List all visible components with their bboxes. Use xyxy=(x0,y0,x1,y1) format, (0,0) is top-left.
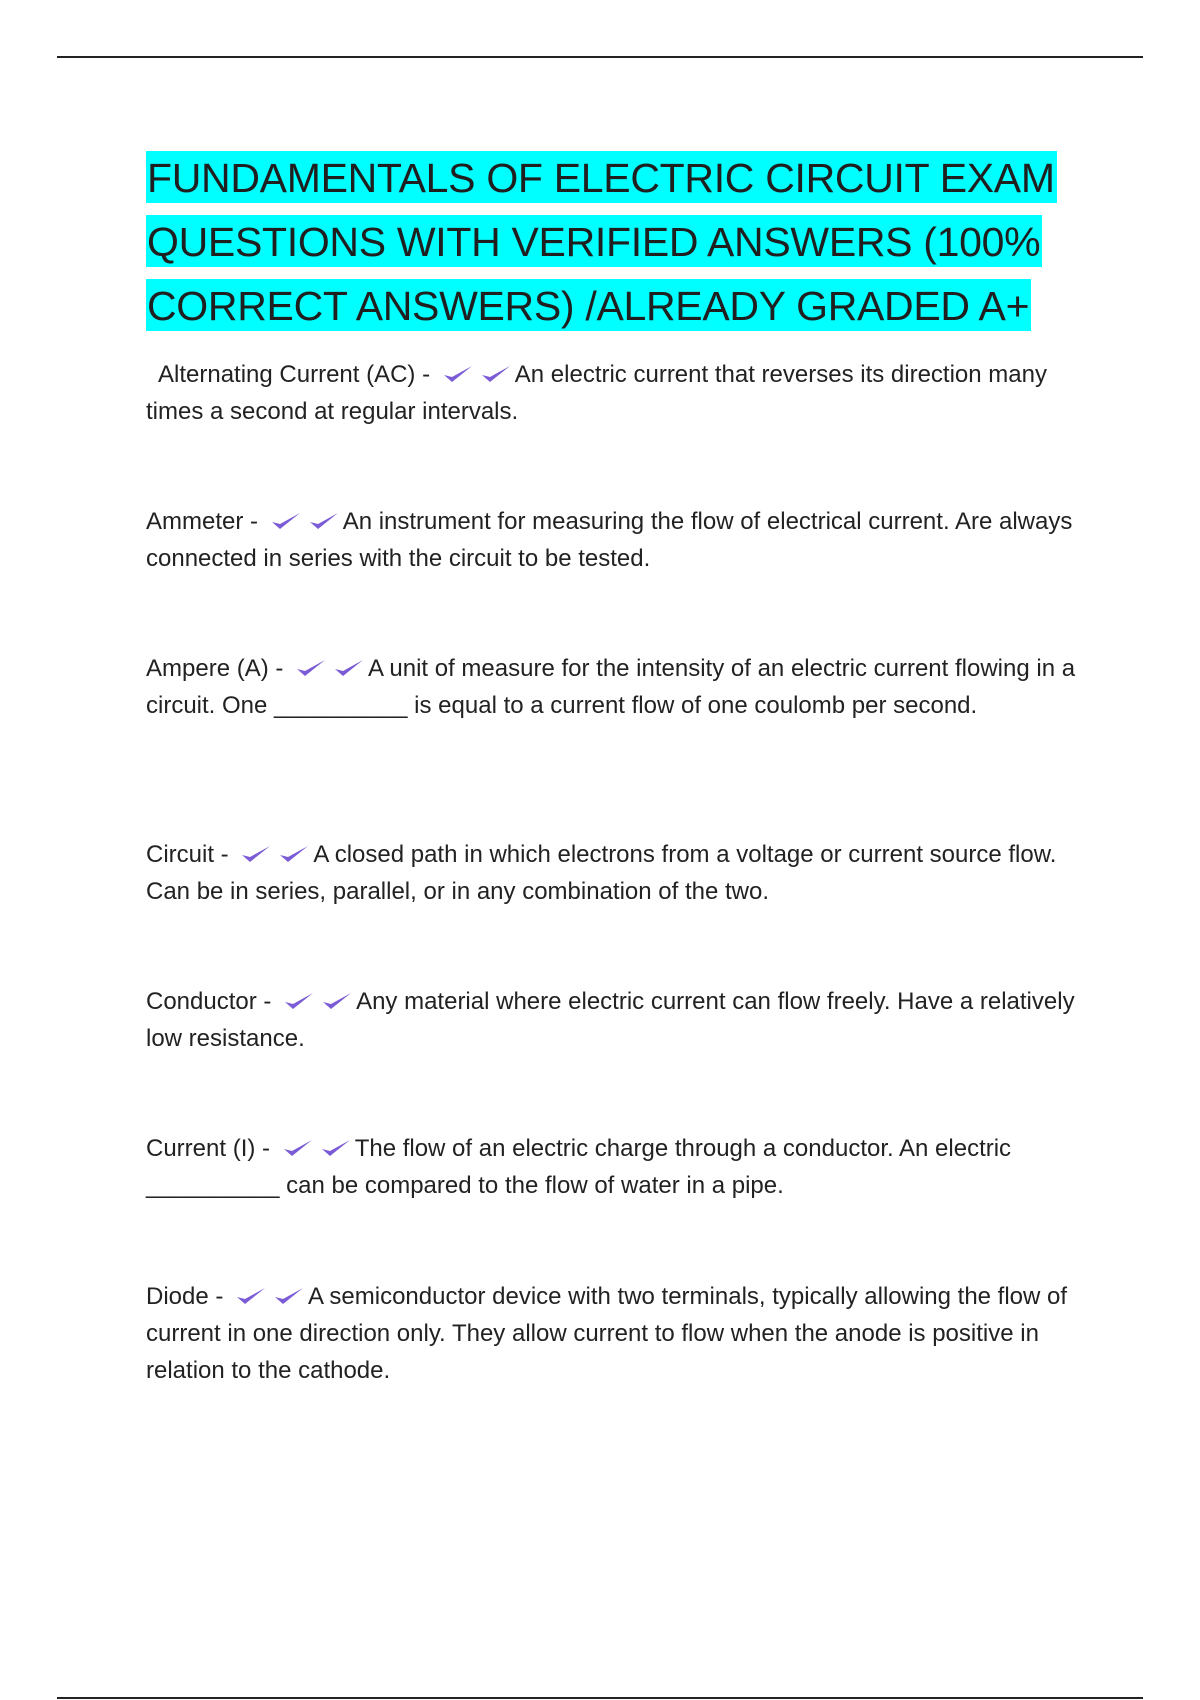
check-icon xyxy=(320,989,354,1013)
entry-definition: A semiconductor device with two terminals, typically allowing the flow of current in one direction only. They allow current to flow when the anode is positive in relation to the cathode. xyxy=(146,1283,1068,1384)
entry-ampere xyxy=(146,650,1096,724)
entry-term: Current (I) - xyxy=(146,1135,277,1162)
check-icon xyxy=(234,1284,268,1308)
check-icon xyxy=(319,1136,353,1160)
check-icon xyxy=(282,989,316,1013)
entry-term: Ampere (A) - xyxy=(146,655,291,682)
check-icon xyxy=(239,842,273,866)
entry-term: Conductor - xyxy=(146,988,279,1015)
check-icon xyxy=(332,656,366,680)
entry-definition: An instrument for measuring the flow of electrical current. Are always connected in series with the circuit to be tested. xyxy=(146,508,1073,572)
entry-definition: Any material where electric current can flow freely. Have a relatively low resistance. xyxy=(146,988,1075,1052)
document-title xyxy=(146,146,1096,338)
check-icon xyxy=(441,362,475,386)
check-icon xyxy=(294,656,328,680)
footer-rule xyxy=(57,1697,1143,1699)
check-icon xyxy=(307,509,341,533)
entry-term: Diode - xyxy=(146,1283,231,1310)
check-icon xyxy=(479,362,513,386)
entry-ammeter xyxy=(146,503,1096,577)
check-icon xyxy=(277,842,311,866)
entry-term: Ammeter - xyxy=(146,508,265,535)
entry-definition: An electric current that reverses its direction many times a second at regular intervals. xyxy=(146,361,1047,425)
title-line-3: CORRECT ANSWERS) /ALREADY GRADED A+ xyxy=(146,279,1031,331)
header-rule xyxy=(57,56,1143,58)
check-icon xyxy=(269,509,303,533)
title-line-2: QUESTIONS WITH VERIFIED ANSWERS (100% xyxy=(146,215,1042,267)
check-icon xyxy=(281,1136,315,1160)
entry-current xyxy=(146,1130,1096,1204)
entry-diode xyxy=(146,1278,1096,1389)
entry-alternating-current xyxy=(146,356,1096,430)
entry-definition: A unit of measure for the intensity of an electric current flowing in a circuit. One __________ is equal to a current flow of one coulomb per second. xyxy=(146,655,1076,719)
entry-definition: The flow of an electric charge through a conductor. An electric __________ can be compared to the flow of water in a pipe. xyxy=(146,1135,1012,1199)
entry-definition: A closed path in which electrons from a voltage or current source flow. Can be in series, parallel, or in any combination of the two. xyxy=(146,841,1057,905)
check-icon xyxy=(272,1284,306,1308)
title-line-1: FUNDAMENTALS OF ELECTRIC CIRCUIT EXAM xyxy=(146,151,1057,203)
entry-term: Circuit - xyxy=(146,841,236,868)
entry-conductor xyxy=(146,983,1096,1057)
entry-term: Alternating Current (AC) - xyxy=(158,361,437,388)
entry-circuit xyxy=(146,836,1096,910)
